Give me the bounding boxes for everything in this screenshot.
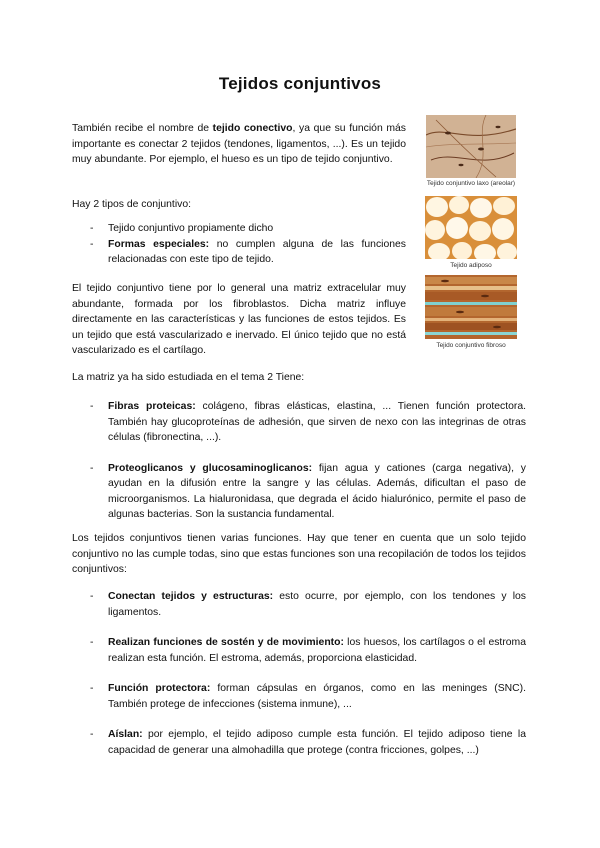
figure-caption-loose: Tejido conjuntivo laxo (areolar) [426, 180, 516, 187]
figure-caption-adipose: Tejido adiposo [450, 262, 492, 269]
loose-tissue-image [426, 115, 516, 178]
intro-paragraph [72, 121, 406, 168]
figure-caption-fibrous: Tejido conjuntivo fibroso [436, 342, 506, 349]
list-item-text: esto ocurre, por ejemplo, con los tendones y los ligamentos. [108, 591, 526, 618]
intro-pre: También recibe el nombre de [72, 123, 213, 134]
list-item [90, 221, 406, 237]
tipos-intro: Hay 2 tipos de conjuntivo: [72, 199, 191, 210]
list-item [90, 399, 526, 446]
list-item-bold: Realizan funciones de sostén y de movimiento: [108, 637, 344, 648]
fibrous-tissue-image [425, 275, 517, 339]
list-item-bold: Fibras proteicas: [108, 401, 196, 412]
list-dash: - [90, 683, 94, 694]
intro-post: , ya que su función más importante es conectar 2 tejidos (tendones, ligamentos, ...). Es un tejido muy abundante. Por ejemplo, el hueso es un tipo de tejido conjuntivo. [72, 123, 406, 165]
funciones-list [90, 589, 526, 758]
list-dash: - [90, 223, 94, 234]
list-item-text: Tejido conjuntivo propiamente dicho [108, 223, 274, 234]
list-item-bold: Formas especiales: [108, 238, 210, 250]
list-dash: - [90, 238, 94, 250]
list-dash: - [90, 637, 94, 648]
list-item-bold: Conectan tejidos y estructuras: [108, 591, 274, 602]
figure-fibrous-tissue [425, 275, 517, 339]
figure-loose-tissue [426, 115, 516, 178]
page-title: Tejidos conjuntivos [218, 74, 382, 93]
list-item-bold: Aíslan: [108, 729, 143, 740]
list-dash: - [90, 729, 94, 740]
matriz-intro: La matriz ya ha sido estudiada en el tema 2 Tiene: [72, 372, 305, 383]
list-dash: - [90, 462, 94, 474]
list-item-bold: Proteoglicanos y glucosaminoglicanos: [108, 462, 313, 474]
intro-bold: tejido conectivo [212, 123, 293, 134]
adipose-tissue-image [425, 196, 517, 259]
list-item [90, 237, 406, 268]
list-item-text: los huesos, los cartílagos o el estroma realizan esta función. El estroma, además, proporciona elasticidad. [108, 637, 526, 664]
list-item [90, 461, 526, 523]
tipos-list [90, 221, 406, 268]
list-item [90, 681, 526, 712]
list-item-text: fijan agua y cationes (carga negativa), y ayudan en la difusión entre la sangre y las células. Además, dificultan el paso de microorganismos. La hialuronidasa, que degrada el ácido hialurónico, permite el paso de algunas bacterias. Son la sustancia fundamental. [108, 462, 527, 520]
list-dash: - [90, 401, 94, 412]
list-item-text: colágeno, fibras elásticas, elastina, ... Tienen función protectora. También hay glucoproteínas de adhesión, que sirven de nexo con las integrinas de otras células (fibronectina, ...). [108, 401, 526, 443]
list-item [90, 589, 526, 620]
list-item-text: forman cápsulas en órganos, como en las meninges (SNC). También protege de infecciones (sistema inmune), ... [108, 683, 526, 710]
list-dash: - [90, 591, 94, 602]
list-item [90, 635, 526, 666]
list-item [90, 727, 526, 758]
matriz-list [90, 399, 526, 523]
funciones-paragraph: Los tejidos conjuntivos tienen varias funciones. Hay que tener en cuenta que un solo tejido conjuntivo no las cumple todas, sino que estas funciones son una recopilación de todos los tejidos conjuntivos: [72, 533, 526, 575]
list-item-bold: Función protectora: [108, 683, 211, 694]
matriz-paragraph: El tejido conjuntivo tiene por lo general una matriz extracelular muy abundante, formada por los fibroblastos. Dicha matriz influye directamente en las características y las funciones de estos tejidos. Es un tejido que está vascularizado e inervado. El único tejido que no está vascularizado es el cartílago. [72, 283, 406, 356]
list-item-text: por ejemplo, el tejido adiposo cumple esta función. El tejido adiposo tiene la capacidad de generar una almohadilla que protege (contra fricciones, golpes, ...) [108, 729, 526, 756]
figure-adipose-tissue [425, 196, 517, 259]
list-item-text: no cumplen alguna de las funciones relacionadas con este tipo de tejido. [108, 238, 406, 265]
